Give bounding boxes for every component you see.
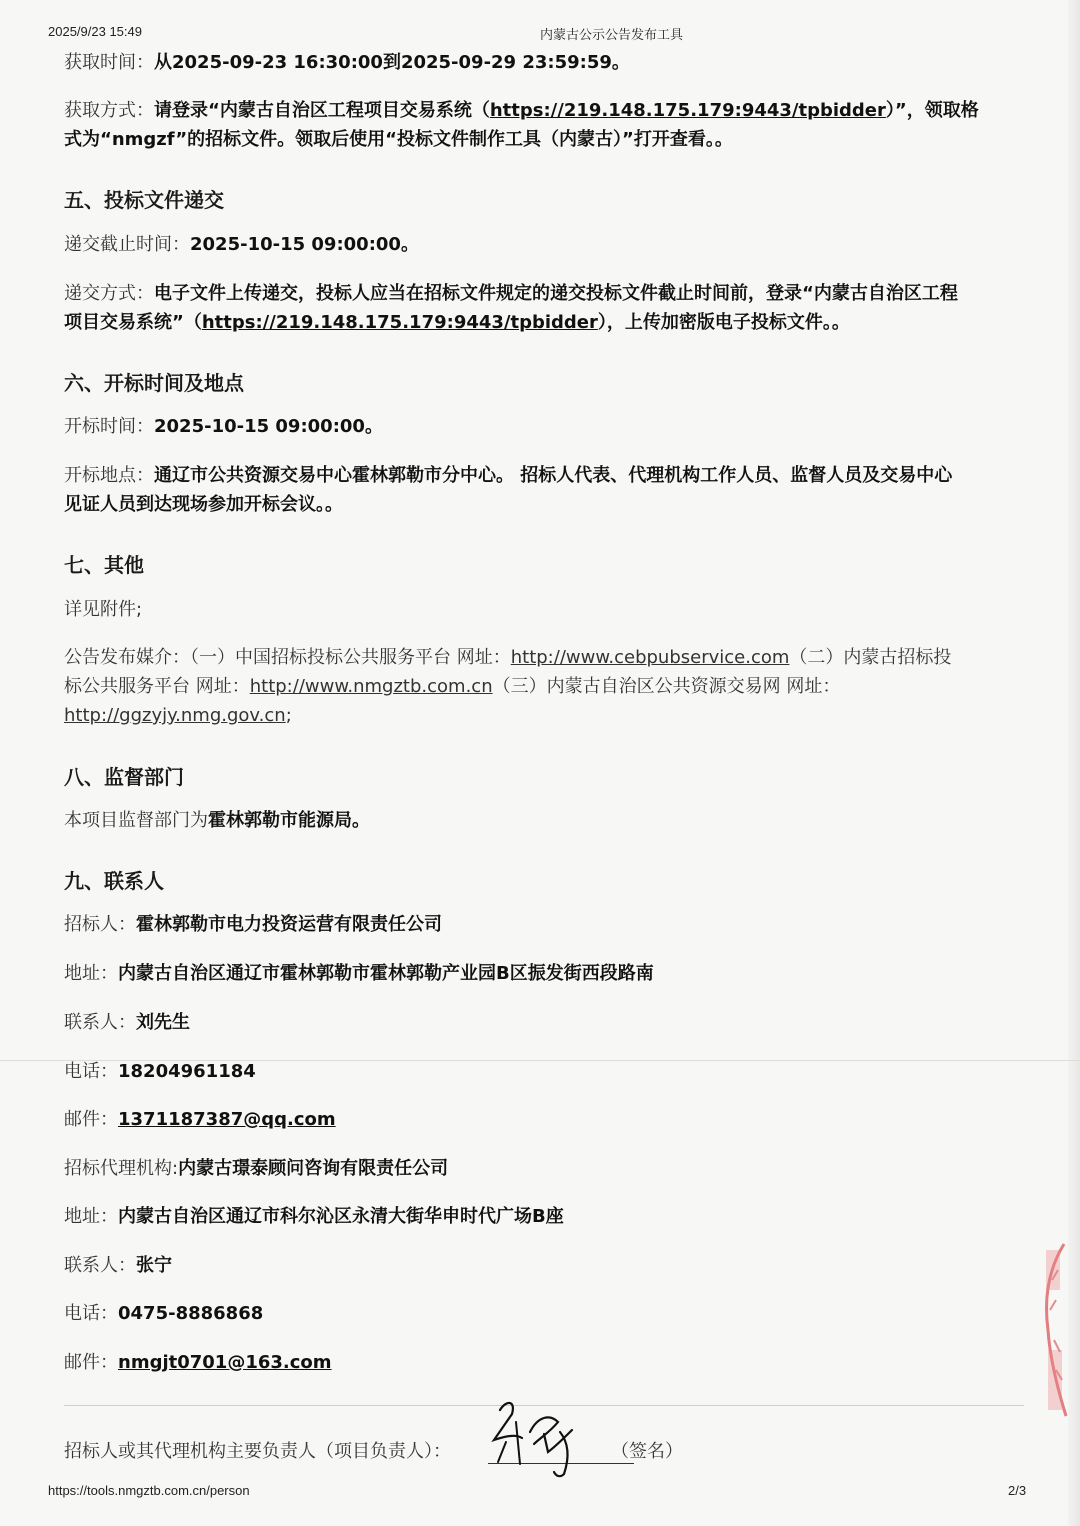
nmgztb-link[interactable]: http://www.nmgztb.com.cn — [249, 676, 493, 697]
acquire-system-link[interactable]: https://219.148.175.179:9443/tpbidder — [489, 100, 886, 121]
section8-heading: 八、监督部门 — [64, 765, 184, 789]
submit-method-line2-start: 项目交易系统”（ — [64, 312, 202, 333]
agency-row — [64, 1154, 1029, 1183]
media-line2-prefix: 标公共服务平台 网址： — [64, 676, 250, 697]
tenderer-label: 招标人： — [64, 914, 136, 935]
cebpubservice-link[interactable]: http://www.cebpubservice.com — [510, 647, 790, 668]
agency-value: 内蒙古璟泰顾问咨询有限责任公司 — [178, 1158, 449, 1179]
acquire-time-label: 获取时间： — [64, 52, 154, 73]
agency-phone-row — [64, 1299, 1029, 1328]
print-title: 内蒙古公示公告发布工具 — [540, 27, 684, 42]
see-attachment — [64, 595, 1029, 624]
signature-label: 招标人或其代理机构主要负责人（项目负责人）： — [64, 1441, 451, 1462]
section9-heading-block — [64, 865, 1029, 894]
submit-deadline-value: 2025-10-15 09:00:00。 — [190, 234, 419, 255]
tenderer-phone-value: 18204961184 — [118, 1061, 256, 1082]
agency-contact-value: 张宁 — [136, 1255, 172, 1276]
tenderer-phone-label: 电话： — [64, 1061, 118, 1082]
submit-method — [64, 279, 1029, 337]
media-line1-prefix: 公告发布媒介：（一）中国招标投标公共服务平台 网址： — [64, 647, 511, 668]
acquire-method-line1: 请登录“内蒙古自治区工程项目交易系统（ — [154, 100, 490, 121]
tenderer-address-value: 内蒙古自治区通辽市霍林郭勒市霍林郭勒产业园B区振发街西段路南 — [118, 963, 654, 984]
opening-time — [64, 412, 1029, 441]
section9-heading: 九、联系人 — [64, 869, 164, 893]
agency-address-value: 内蒙古自治区通辽市科尔沁区永清大街华申时代广场B座 — [118, 1206, 564, 1227]
signature-suffix: （签名） — [611, 1441, 683, 1462]
agency-address-label: 地址： — [64, 1206, 118, 1227]
tenderer-value: 霍林郭勒市电力投资运营有限责任公司 — [136, 914, 442, 935]
section7-heading: 七、其他 — [64, 553, 144, 577]
supervision-prefix: 本项目监督部门为 — [64, 810, 208, 831]
agency-contact-row — [64, 1251, 1029, 1280]
submit-deadline-label: 递交截止时间： — [64, 234, 190, 255]
publish-media — [64, 643, 1029, 730]
tenderer-row — [64, 910, 1029, 939]
opening-time-label: 开标时间： — [64, 416, 154, 437]
opening-place-line2: 见证人员到达现场参加开标会议。。 — [64, 494, 343, 515]
opening-place-line1: 通辽市公共资源交易中心霍林郭勒市分中心。 招标人代表、代理机构工作人员、监督人员及交易中心 — [154, 465, 953, 486]
red-seal-stamp — [1038, 1240, 1068, 1420]
section6-heading-block — [64, 367, 1029, 396]
tenderer-contact-row — [64, 1008, 1029, 1037]
section5-heading: 五、投标文件递交 — [64, 188, 224, 212]
acquire-time-value: 从2025-09-23 16:30:00到2025-09-29 23:59:59。 — [154, 52, 630, 73]
tenderer-phone-row — [64, 1057, 1029, 1086]
print-datetime: 2025/9/23 15:49 — [48, 24, 142, 39]
agency-contact-label: 联系人： — [64, 1255, 136, 1276]
section5-heading-block — [64, 184, 1029, 213]
media-line1-suffix: （二）内蒙古招标投 — [789, 647, 952, 668]
section7-heading-block — [64, 549, 1029, 578]
footer-url: https://tools.nmgztb.com.cn/person — [48, 1483, 250, 1498]
media-line2-suffix: （三）内蒙古自治区公共资源交易网 网址： — [492, 676, 841, 697]
submit-method-line1: 电子文件上传递交，投标人应当在招标文件规定的递交投标文件截止时间前，登录“内蒙古自治区工程 — [154, 283, 958, 304]
agency-address-row — [64, 1202, 1029, 1231]
tenderer-email-row — [64, 1105, 1029, 1134]
opening-time-value: 2025-10-15 09:00:00。 — [154, 416, 383, 437]
page-number: 2/3 — [1008, 1483, 1027, 1498]
acquire-method-label: 获取方式： — [64, 100, 154, 121]
opening-place-label: 开标地点： — [64, 465, 154, 486]
handwritten-signature — [486, 1392, 596, 1482]
opening-place — [64, 461, 1029, 519]
supervision-value: 霍林郭勒市能源局。 — [208, 810, 370, 831]
media-line3-suffix: ; — [285, 705, 292, 726]
page-edge-shadow — [1068, 0, 1080, 1526]
tenderer-email-label: 邮件： — [64, 1109, 118, 1130]
agency-label: 招标代理机构: — [64, 1158, 179, 1179]
submit-method-line2-end: ），上传加密版电子投标文件。。 — [597, 312, 850, 333]
agency-email-link[interactable]: nmgjt0701@163.com — [118, 1352, 332, 1373]
see-attachment-text: 详见附件; — [64, 599, 143, 620]
agency-email-row — [64, 1348, 1029, 1377]
tenderer-contact-value: 刘先生 — [136, 1012, 190, 1033]
tenderer-address-label: 地址： — [64, 963, 118, 984]
acquire-method-line1-end: ）”，领取格 — [885, 100, 979, 121]
submit-system-link[interactable]: https://219.148.175.179:9443/tpbidder — [201, 312, 598, 333]
supervision-text — [64, 806, 1029, 835]
acquire-method — [64, 96, 1029, 154]
agency-phone-label: 电话： — [64, 1303, 118, 1324]
section6-heading: 六、开标时间及地点 — [64, 371, 244, 395]
ggzyjy-link[interactable]: http://ggzyjy.nmg.gov.cn — [64, 705, 286, 726]
agency-email-label: 邮件： — [64, 1352, 118, 1373]
agency-phone-value: 0475-8886868 — [118, 1303, 264, 1324]
tenderer-email-link[interactable]: 1371187387@qq.com — [118, 1109, 336, 1130]
submit-method-label: 递交方式： — [64, 283, 154, 304]
tenderer-address-row — [64, 959, 1029, 988]
submit-deadline — [64, 230, 1029, 259]
section8-heading-block — [64, 761, 1029, 790]
acquire-method-line2: 式为“nmgzf”的招标文件。领取后使用“投标文件制作工具（内蒙古）”打开查看。。 — [64, 129, 733, 150]
tenderer-contact-label: 联系人： — [64, 1012, 136, 1033]
acquire-time — [64, 48, 1029, 77]
